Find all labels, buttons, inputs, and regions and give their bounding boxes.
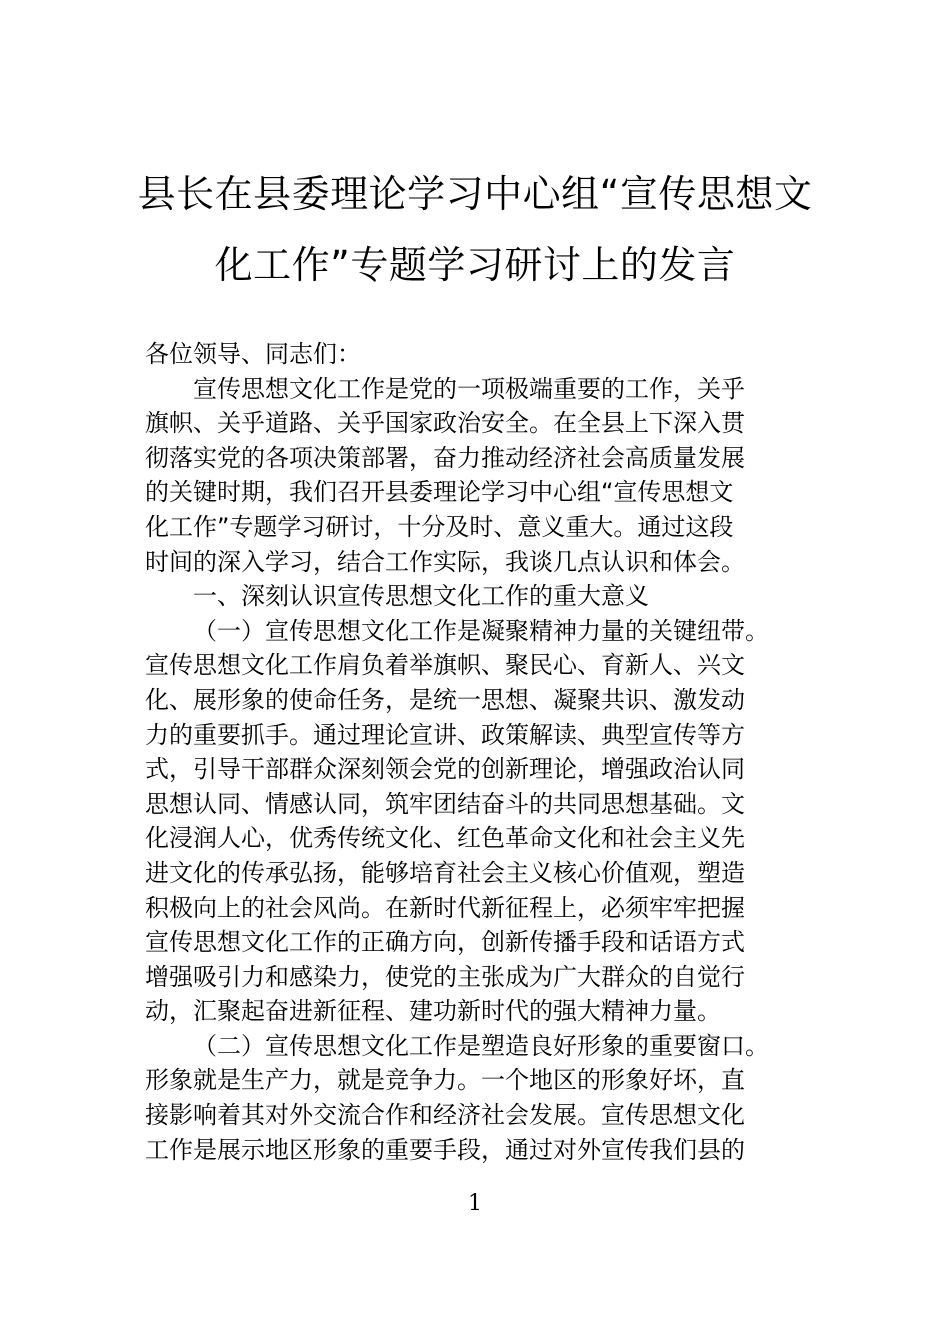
text-line: 进文化的传承弘扬，能够培育社会主义核心价值观，塑造 [145, 858, 745, 887]
text-line: 宣传思想文化工作肩负着举旗帜、聚民心、育新人、兴文 [145, 651, 745, 680]
intro-paragraph [145, 372, 817, 580]
text-line: 彻落实党的各项决策部署，奋力推动经济社会高质量发展 [145, 443, 745, 472]
section-heading: 一、深刻认识宣传思想文化工作的重大意义 [193, 582, 649, 611]
text-line: 动，汇聚起奋进新征程、建功新时代的强大精神力量。 [145, 997, 721, 1026]
text-line: （二）宣传思想文化工作是塑造良好形象的重要窗口。 [193, 1031, 769, 1060]
text-line: 思想认同、情感认同，筑牢团结奋斗的共同思想基础。文 [145, 789, 745, 818]
text-line: 化浸润人心，优秀传统文化、红色革命文化和社会主义先 [145, 824, 745, 853]
salutation: 各位领导、同志们： [145, 340, 361, 368]
document-body [145, 337, 817, 1167]
text-line: 的关键时期，我们召开县委理论学习中心组“宣传思想文 [145, 478, 734, 507]
text-line: （一）宣传思想文化工作是凝聚精神力量的关键纽带。 [193, 616, 769, 645]
text-line: 宣传思想文化工作的正确方向，创新传播手段和话语方式 [145, 928, 745, 957]
text-line: 接影响着其对外交流合作和经济社会发展。宣传思想文化 [145, 1101, 745, 1130]
text-line: 式，引导干部群众深刻领会党的创新理论，增强政治认同 [145, 755, 745, 784]
text-line: 力的重要抓手。通过理论宣讲、政策解读、典型宣传等方 [145, 720, 745, 749]
text-line: 工作是展示地区形象的重要手段，通过对外宣传我们县的 [145, 1135, 745, 1164]
text-line: 积极向上的社会风尚。在新时代新征程上，必须牢牢把握 [145, 893, 745, 922]
text-line: 时间的深入学习，结合工作实际，我谈几点认识和体会。 [145, 547, 745, 576]
text-line: 宣传思想文化工作是党的一项极端重要的工作，关乎 [193, 374, 745, 403]
subsection-paragraph-1 [145, 614, 817, 1029]
text-line: 旗帜、关乎道路、关乎国家政治安全。在全县上下深入贯 [145, 409, 745, 438]
text-line: 增强吸引力和感染力，使党的主张成为广大群众的自觉行 [145, 962, 745, 991]
text-line: 化、展形象的使命任务，是统一思想、凝聚共识、激发动 [145, 685, 745, 714]
text-line: 形象就是生产力，就是竞争力。一个地区的形象好坏，直 [145, 1066, 745, 1095]
page-number: 1 [468, 1191, 482, 1216]
document-title-line-2: 化工作”专题学习研讨上的发言 [214, 243, 736, 287]
subsection-paragraph-2 [145, 1029, 817, 1167]
document-title-line-1: 县长在县委理论学习中心组“宣传思想文 [137, 172, 813, 216]
text-line: 化工作”专题学习研讨，十分及时、意义重大。通过这段 [145, 512, 734, 541]
